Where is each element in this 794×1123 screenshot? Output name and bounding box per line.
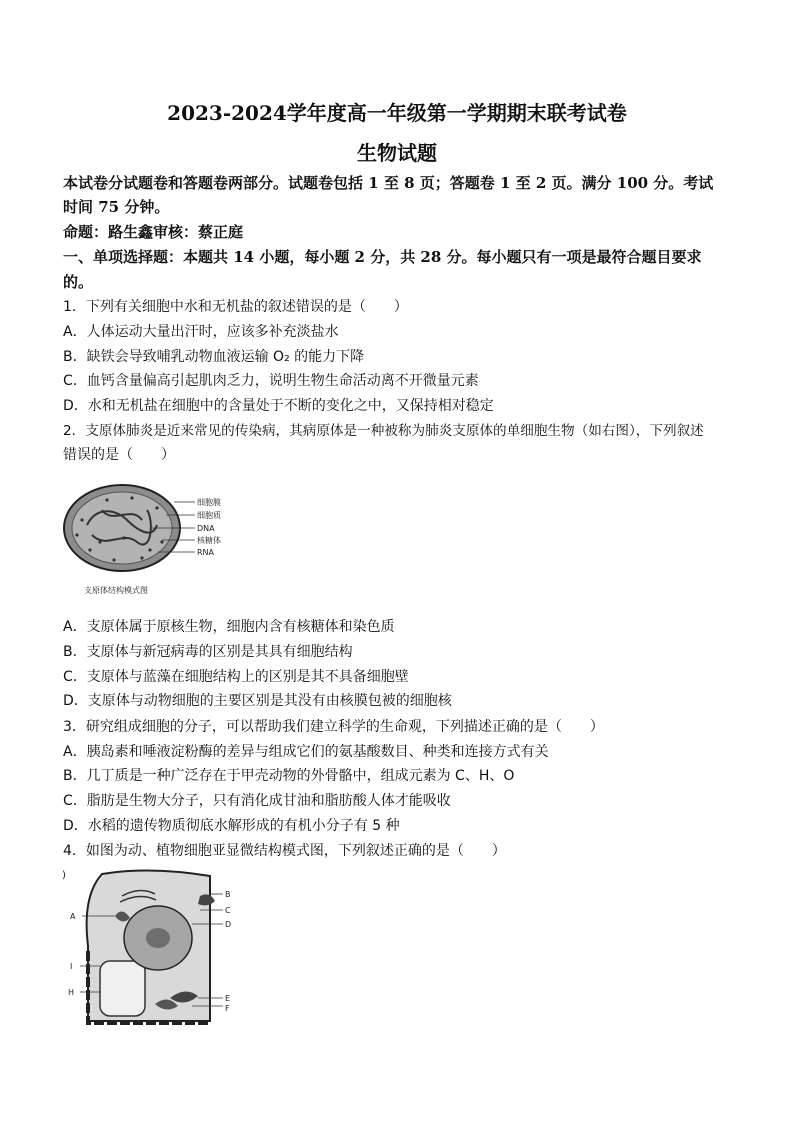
label-e: E — [225, 994, 231, 1003]
mitochondrion-shape-1 — [198, 894, 215, 905]
question-1-stem: 1．下列有关细胞中水和无机盐的叙述错误的是（ ） — [63, 299, 408, 315]
q1-option-a: A．人体运动大量出汗时，应该多补充淡盐水 — [63, 324, 339, 340]
authors-line: 命题：路生鑫审核：蔡正庭 — [63, 223, 244, 241]
q3-option-d: D．水稻的遗传物质彻底水解形成的有机小分子有 5 种 — [63, 818, 400, 834]
label-dna: DNA — [197, 524, 215, 533]
vacuole-shape — [100, 961, 145, 1016]
q1-option-d: D．水和无机盐在细胞中的含量处于不断的变化之中，又保持相对稳定 — [63, 398, 494, 414]
label-h: H — [68, 988, 75, 997]
label-d: D — [225, 920, 232, 929]
label-c: C — [225, 906, 231, 915]
label-b: B — [225, 890, 231, 899]
q3-option-b: B．几丁质是一种广泛存在于甲壳动物的外骨骼中，组成元素为 C、H、O — [63, 768, 515, 784]
mycoplasma-structure-figure — [62, 480, 262, 600]
figure-corner-mark: ) — [62, 870, 66, 881]
q2-option-b: B．支原体与新冠病毒的区别是其具有细胞结构 — [63, 644, 353, 660]
section-heading-line-1: 一、单项选择题：本题共 14 小题，每小题 2 分，共 28 分。每小题只有一项是最符合题目要求 — [63, 248, 702, 266]
q3-option-c: C．脂肪是生物大分子，只有消化成甘油和脂肪酸人体才能吸收 — [63, 793, 451, 809]
label-cytoplasm: 细胞质 — [197, 511, 221, 520]
label-ribosome: 核糖体 — [197, 536, 221, 545]
q2-option-a: A．支原体属于原核生物，细胞内含有核糖体和染色质 — [63, 619, 395, 635]
question-2-stem-line-2: 错误的是（ ） — [63, 447, 175, 463]
label-a: A — [70, 912, 76, 921]
figure-caption: 支原体结构模式图 — [84, 586, 148, 595]
q2-option-d: D．支原体与动物细胞的主要区别是其没有由核膜包被的细胞核 — [63, 693, 452, 709]
question-4-stem: 4．如图为动、植物细胞亚显微结构模式图，下列叙述正确的是（ ） — [63, 843, 506, 859]
intro-line-1: 本试卷分试题卷和答题卷两部分。试题卷包括 1 至 8 页；答题卷 1 至 2 页。满分 100 分。考试 — [63, 174, 714, 192]
subject-title: 生物试题 — [357, 141, 437, 165]
section-heading-line-2: 的。 — [63, 273, 94, 291]
question-3-stem: 3．研究组成细胞的分子，可以帮助我们建立科学的生命观，下列描述正确的是（ ） — [63, 719, 604, 735]
question-2-stem-line-1: 2．支原体肺炎是近来常见的传染病，其病原体是一种被称为肺炎支原体的单细胞生物（如右图），下列叙述 — [63, 423, 704, 439]
nucleolus-shape — [146, 928, 170, 948]
intro-line-2: 时间 75 分钟。 — [63, 198, 170, 216]
label-i: I — [70, 962, 73, 971]
label-cell-membrane: 细胞膜 — [197, 498, 221, 507]
label-rna: RNA — [197, 548, 215, 557]
q1-option-c: C．血钙含量偏高引起肌肉乏力，说明生物生命活动离不开微量元素 — [63, 373, 479, 389]
q1-option-b: B．缺铁会导致哺乳动物血液运输 O₂ 的能力下降 — [63, 349, 365, 365]
exam-title: 2023-2024学年度高一年级第一学期期末联考试卷 — [167, 101, 627, 125]
q2-option-c: C．支原体与蓝藻在细胞结构上的区别是其不具备细胞壁 — [63, 669, 409, 685]
cell-ultrastructure-figure — [60, 866, 245, 1028]
q3-option-a: A．胰岛素和唾液淀粉酶的差异与组成它们的氨基酸数目、种类和连接方式有关 — [63, 744, 549, 760]
label-f: F — [225, 1004, 230, 1013]
